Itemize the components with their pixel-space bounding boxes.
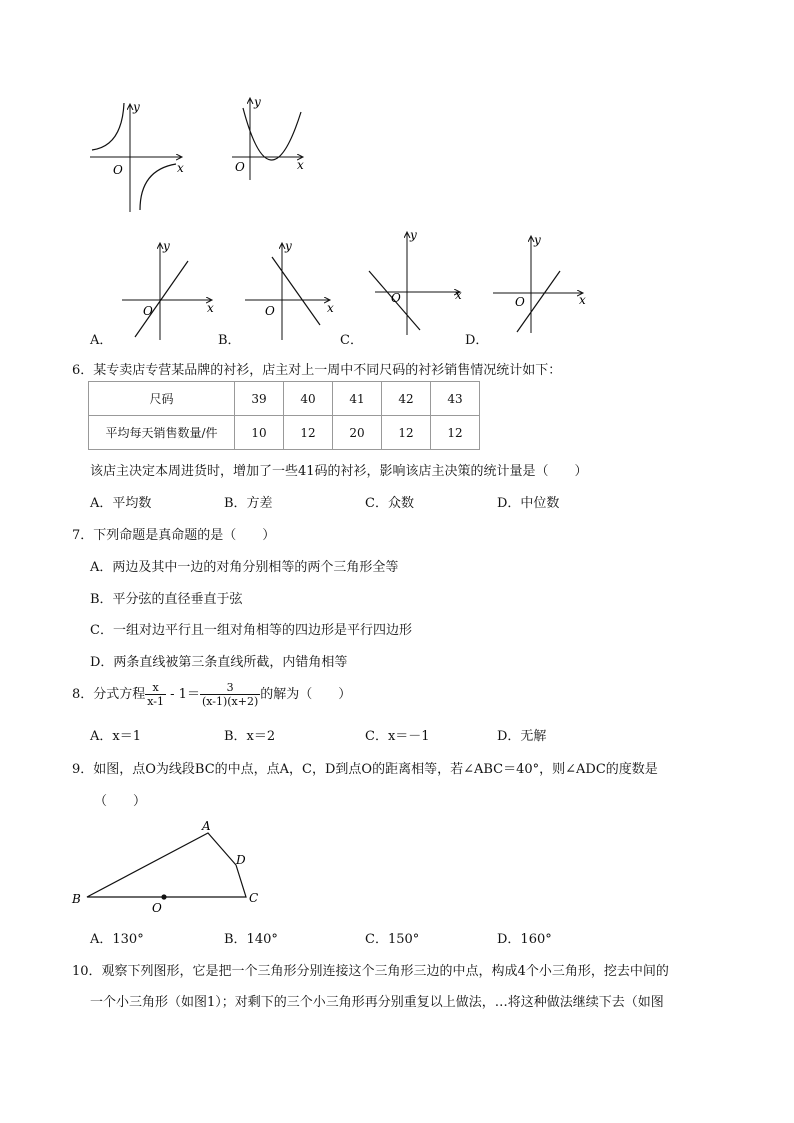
q9-option-d[interactable]: D．160° [497, 932, 552, 947]
q5-option-b[interactable]: B． [218, 333, 241, 348]
graph2-x-label: x [297, 158, 304, 172]
table-cell: 12 [382, 416, 431, 450]
q6-option-c[interactable]: C．众数 [365, 496, 414, 511]
q5-option-c[interactable]: C． [340, 333, 363, 348]
table-cell: 39 [235, 382, 284, 416]
svg-text:x: x [207, 301, 214, 315]
q7-option-c[interactable]: C．一组对边平行且一组对角相等的四边形是平行四边形 [90, 623, 412, 638]
graph-parabola [232, 95, 304, 180]
table-cell: 12 [431, 416, 480, 450]
q9-label-a: A [202, 819, 211, 833]
q7-option-a[interactable]: A．两边及其中一边的对角分别相等的两个三角形全等 [90, 560, 399, 575]
q7-option-b[interactable]: B．平分弦的直径垂直于弦 [90, 592, 243, 607]
table-cell: 12 [284, 416, 333, 450]
q9-stem-2: （ ） [94, 794, 147, 809]
q9-label-d: D [236, 853, 246, 867]
svg-text:O: O [143, 304, 153, 318]
graph2-origin-label: O [235, 160, 245, 174]
q9-label-c: C [249, 891, 259, 905]
q9-stem: 9．如图，点O为线段BC的中点，点A，C，D到点O的距离相等，若∠ABC＝40°，则∠ADC的度数是 [72, 762, 658, 777]
svg-text:y: y [534, 233, 541, 247]
option-c-graph [369, 228, 462, 335]
q9-option-a[interactable]: A．130° [90, 932, 144, 947]
svg-text:O: O [515, 295, 525, 309]
q8-frac1-numerator: x [145, 681, 166, 695]
svg-text:y: y [163, 239, 170, 253]
q6-option-a[interactable]: A．平均数 [90, 496, 152, 511]
option-b-graph [245, 239, 334, 340]
q8-option-b[interactable]: B．x＝2 [224, 729, 276, 744]
graph2-y-label: y [254, 95, 261, 109]
q8-stem [72, 678, 351, 712]
q5-option-a[interactable]: A． [90, 333, 113, 348]
graph-inverse-function [90, 100, 184, 212]
function-graphs [0, 0, 794, 345]
table-row [89, 382, 480, 416]
svg-text:x: x [455, 288, 462, 302]
svg-text:O: O [265, 304, 275, 318]
table-cell: 43 [431, 382, 480, 416]
q6-option-b[interactable]: B．方差 [224, 496, 273, 511]
q8-frac2-numerator: 3 [200, 681, 260, 695]
q8-frac2-denominator: (x-1)(x+2) [201, 695, 259, 708]
table-header-count: 平均每天销售数量/件 [89, 416, 235, 450]
graph1-y-label: y [133, 100, 140, 114]
q8-fraction-2 [200, 681, 260, 708]
graph1-origin-label: O [113, 163, 123, 177]
q8-middle: - 1＝ [166, 687, 200, 702]
svg-text:x: x [579, 293, 586, 307]
table-row [89, 416, 480, 450]
svg-text:y: y [410, 228, 417, 242]
table-cell: 42 [382, 382, 431, 416]
graph1-x-label: x [177, 161, 184, 175]
q6-option-d[interactable]: D．中位数 [497, 496, 560, 511]
svg-text:O: O [391, 291, 401, 305]
q8-option-c[interactable]: C．x＝－1 [365, 729, 430, 744]
q7-option-d[interactable]: D．两条直线被第三条直线所截，内错角相等 [90, 655, 348, 670]
q8-suffix: 的解为（ ） [260, 687, 352, 702]
q9-figure [60, 812, 280, 922]
q8-frac1-denominator: x-1 [147, 695, 165, 708]
table-cell: 10 [235, 416, 284, 450]
q6-stem: 6．某专卖店专营某品牌的衬衫，店主对上一周中不同尺码的衬衫销售情况统计如下： [72, 363, 562, 378]
q8-option-d[interactable]: D．无解 [497, 729, 547, 744]
q10-line-2: 一个小三角形（如图1）；对剩下的三个小三角形再分别重复以上做法，…将这种做法继续下去（如图 [90, 995, 664, 1010]
q8-fraction-1 [145, 681, 166, 708]
svg-text:y: y [285, 239, 292, 253]
option-a-graph [122, 239, 214, 340]
svg-text:x: x [327, 301, 334, 315]
table-cell: 41 [333, 382, 382, 416]
q7-stem: 7．下列命题是真命题的是（ ） [72, 528, 276, 543]
q8-prefix: 8．分式方程 [72, 687, 146, 702]
q6-follow-text: 该店主决定本周进货时，增加了一些41码的衬衫，影响该店主决策的统计量是（ ） [90, 464, 588, 479]
table-cell: 40 [284, 382, 333, 416]
q8-option-a[interactable]: A．x＝1 [90, 729, 141, 744]
table-header-size: 尺码 [89, 382, 235, 416]
q5-option-d[interactable]: D． [465, 333, 489, 348]
q9-label-o: O [152, 901, 162, 915]
q10-line-1: 10．观察下列图形，它是把一个三角形分别连接这个三角形三边的中点，构成4个小三角形，挖去中间的 [72, 964, 669, 979]
option-d-graph [493, 233, 586, 333]
table-cell: 20 [333, 416, 382, 450]
q9-option-b[interactable]: B．140° [224, 932, 278, 947]
q9-label-b: B [72, 892, 81, 906]
size-sales-table [88, 381, 480, 450]
q9-option-c[interactable]: C．150° [365, 932, 420, 947]
